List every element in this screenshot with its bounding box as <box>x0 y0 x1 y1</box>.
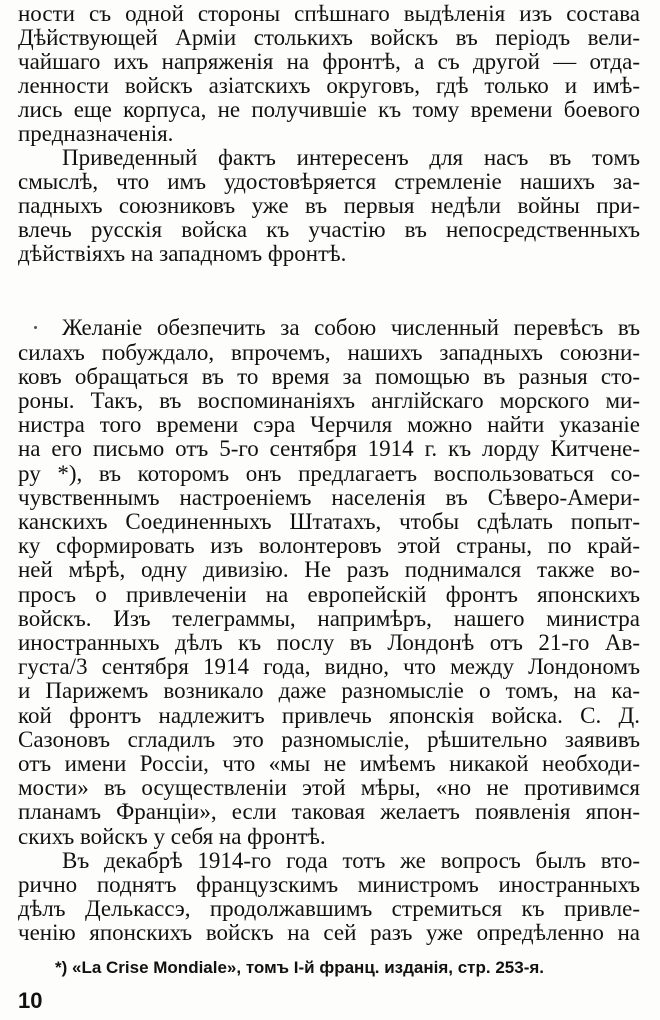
text-line: канскихъ Соединенныхъ Штатахъ, чтобы сдѣлать попыт- <box>18 510 640 534</box>
text-line: ленности войскъ азіатскихъ округовъ, гдѣ только и имѣ- <box>18 74 640 98</box>
text-line: нистра того времени сэра Черчиля можно найти указаніе <box>18 413 640 437</box>
text-line: Дѣйствующей Арміи столькихъ войскъ въ періодъ вели- <box>18 26 640 50</box>
text-line: роны. Такъ, въ воспоминаніяхъ англійскаго морского ми- <box>18 389 640 413</box>
text-line: Сазоновъ сгладилъ это разномысліе, рѣшительно заявивъ <box>18 728 640 752</box>
text-line: войскъ. Изъ телеграммы, напримѣръ, нашего министра <box>18 607 640 631</box>
text-line: влечь русскія войска къ участію въ непосредственныхъ <box>18 218 640 242</box>
text-line: чайшаго ихъ напряженія на фронтѣ, а съ другой — отда- <box>18 50 640 74</box>
text-line: густа/3 сентября 1914 года, видно, что между Лондономъ <box>18 655 640 679</box>
text-line: отъ имени Россіи, что «мы не имѣемъ никакой необходи- <box>18 752 640 776</box>
text-line: предназначенія. <box>18 122 174 146</box>
text-line: ности съ одной стороны спѣшнаго выдѣленія изъ состава <box>18 2 640 26</box>
print-speck <box>34 326 37 329</box>
text-line: падныхъ союзниковъ уже въ первыя недѣли войны при- <box>18 194 640 218</box>
text-line: на его письмо отъ 5-го сентября 1914 г. къ лорду Китченe- <box>18 437 640 461</box>
text-line: и Парижемъ возникало даже разномысліе о томъ, на ка- <box>18 679 640 703</box>
text-line: ку сформировать изъ волонтеровъ этой страны, по край- <box>18 534 640 558</box>
text-line: ру *), въ которомъ онъ предлагаетъ воспользоваться со- <box>18 462 640 486</box>
text-line: ковъ обращаться въ то время за помощью въ разныя сто- <box>18 365 640 389</box>
text-line: иностранныхъ дѣлъ къ послу въ Лондонѣ отъ 21-го Ав- <box>18 631 640 655</box>
text-line: лись еще корпуса, не получившіе къ тому времени боевого <box>18 98 640 122</box>
text-line: мости» въ осуществленіи этой мѣры, «но не противимся <box>18 776 640 800</box>
text-line: Желаніе обезпечить за собою численный перевѣсъ въ <box>62 316 640 340</box>
text-line: Приведенный фактъ интересенъ для насъ въ тoмъ <box>62 146 640 170</box>
text-line: Въ декабрѣ 1914-го года тотъ же вопросъ былъ вто- <box>62 849 640 873</box>
text-line: дѣлъ Делькассэ, продолжавшимъ стремиться къ привле- <box>18 897 640 921</box>
text-line: ней мѣрѣ, одну дивизію. Не разъ поднимался также во- <box>18 558 640 582</box>
text-line: просъ о привлеченіи на европейскій фронтъ японскихъ <box>18 583 640 607</box>
text-line: чувственнымъ настроеніемъ населенія въ Сѣверо-Амери- <box>18 486 640 510</box>
footnote: *) «La Crise Mondiale», томъ I-й франц. изданія, стр. 253-я. <box>55 958 545 977</box>
page-number: 10 <box>18 988 43 1013</box>
text-line: силахъ побуждало, впрочемъ, нашихъ западныхъ союзни- <box>18 341 640 365</box>
text-line: рично поднятъ французскимъ министромъ иностранныхъ <box>18 873 640 897</box>
text-line: кой фронтъ надлежитъ привлечь японскія войска. С. Д. <box>18 704 640 728</box>
text-line: ченію японскихъ войскъ на сей разъ уже опредѣленно на <box>18 921 640 945</box>
text-line: скихъ войскъ у себя на фронтѣ. <box>18 825 326 849</box>
text-line: дѣйствіяхъ на западномъ фронтѣ. <box>18 242 347 266</box>
text-line: планамъ Франціи», если таковая желаетъ появленія япон- <box>18 800 640 824</box>
text-line: смыслѣ, что имъ удостовѣряется стремленіе нашихъ за- <box>18 170 640 194</box>
